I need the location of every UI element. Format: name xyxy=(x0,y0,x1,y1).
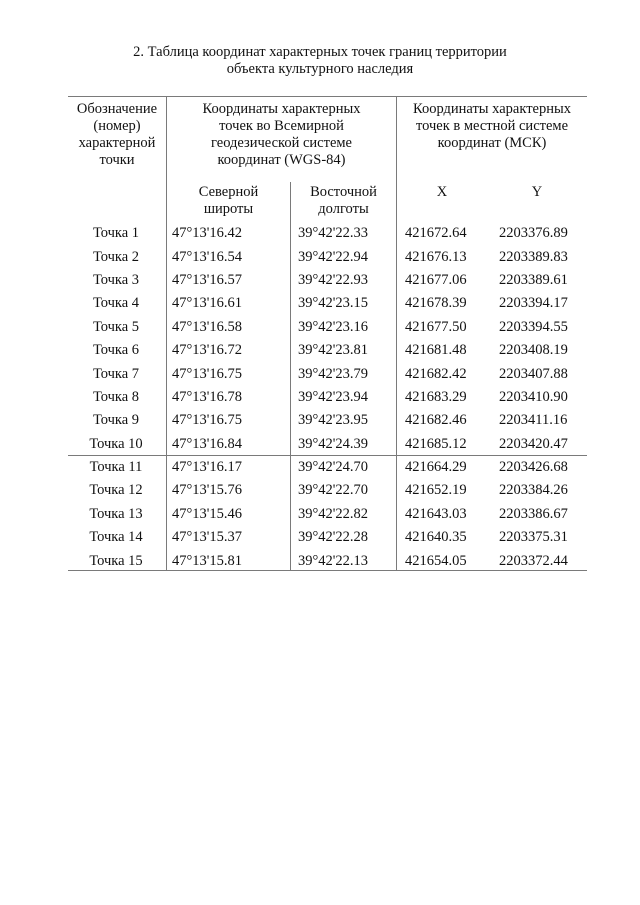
table-row xyxy=(68,245,595,268)
longitude-cell: 39°42'23.94 xyxy=(298,388,369,405)
table-row xyxy=(68,503,595,526)
longitude-cell: 39°42'22.13 xyxy=(298,552,369,569)
x-coordinate-cell: 421683.29 xyxy=(405,388,467,405)
title-line-2: объекта культурного наследия xyxy=(226,61,414,77)
x-coordinate-cell: 421643.03 xyxy=(405,505,467,522)
latitude-cell: 47°13'16.61 xyxy=(172,295,243,312)
latitude-cell: 47°13'16.72 xyxy=(172,342,243,359)
latitude-cell: 47°13'16.54 xyxy=(172,248,243,265)
point-name: Точка 8 xyxy=(92,388,140,405)
x-coordinate-cell: 421681.48 xyxy=(405,342,467,359)
y-coordinate-cell: 2203410.90 xyxy=(499,388,568,405)
latitude-cell: 47°13'16.57 xyxy=(172,271,243,288)
point-name: Точка 1 xyxy=(92,225,140,242)
header-point-designation: Обозначение (номер) характерной точки xyxy=(76,101,158,168)
table-row xyxy=(68,433,595,456)
longitude-cell: 39°42'23.95 xyxy=(298,412,369,429)
header-y: Y xyxy=(531,184,543,200)
point-name: Точка 11 xyxy=(89,459,143,476)
header-east-longitude: Восточной долготы xyxy=(310,184,377,217)
x-coordinate-cell: 421664.29 xyxy=(405,459,467,476)
point-name: Точка 7 xyxy=(92,365,140,382)
x-coordinate-cell: 421678.39 xyxy=(405,295,467,312)
latitude-cell: 47°13'16.58 xyxy=(172,318,243,335)
x-coordinate-cell: 421654.05 xyxy=(405,552,467,569)
table-row xyxy=(68,386,595,409)
x-coordinate-cell: 421640.35 xyxy=(405,529,467,546)
longitude-cell: 39°42'23.81 xyxy=(298,342,369,359)
latitude-cell: 47°13'16.17 xyxy=(172,459,243,476)
point-name: Точка 5 xyxy=(92,318,140,335)
longitude-cell: 39°42'22.28 xyxy=(298,529,369,546)
longitude-cell: 39°42'24.70 xyxy=(298,459,369,476)
table-top-rule xyxy=(68,96,587,97)
y-coordinate-cell: 2203386.67 xyxy=(499,505,568,522)
header-north-latitude: Северной широты xyxy=(198,184,259,217)
y-coordinate-cell: 2203420.47 xyxy=(499,435,568,452)
x-coordinate-cell: 421682.46 xyxy=(405,412,467,429)
header-wgs84: Координаты характерных точек во Всемирной геодезической системе координат (WGS-84) xyxy=(202,101,361,168)
coordinates-table xyxy=(68,222,595,573)
y-coordinate-cell: 2203408.19 xyxy=(499,342,568,359)
longitude-cell: 39°42'22.33 xyxy=(298,225,369,242)
y-coordinate-cell: 2203389.61 xyxy=(499,271,568,288)
latitude-cell: 47°13'15.37 xyxy=(172,529,243,546)
latitude-cell: 47°13'15.76 xyxy=(172,482,243,499)
y-coordinate-cell: 2203375.31 xyxy=(499,529,568,546)
x-coordinate-cell: 421652.19 xyxy=(405,482,467,499)
point-name: Точка 9 xyxy=(92,412,140,429)
table-row xyxy=(68,222,595,245)
longitude-cell: 39°42'24.39 xyxy=(298,435,369,452)
x-coordinate-cell: 421676.13 xyxy=(405,248,467,265)
x-coordinate-cell: 421685.12 xyxy=(405,435,467,452)
y-coordinate-cell: 2203389.83 xyxy=(499,248,568,265)
point-name: Точка 14 xyxy=(89,529,143,546)
point-name: Точка 2 xyxy=(92,248,140,265)
x-coordinate-cell: 421682.42 xyxy=(405,365,467,382)
y-coordinate-cell: 2203372.44 xyxy=(499,552,568,569)
point-name: Точка 3 xyxy=(92,271,140,288)
table-row xyxy=(68,292,595,315)
table-row xyxy=(68,479,595,502)
header-x: X xyxy=(436,184,448,200)
x-coordinate-cell: 421672.64 xyxy=(405,225,467,242)
point-name: Точка 10 xyxy=(89,435,143,452)
table-row xyxy=(68,526,595,549)
longitude-cell: 39°42'22.94 xyxy=(298,248,369,265)
table-row xyxy=(68,316,595,339)
header-msk: Координаты характерных точек в местной системе координат (МСК) xyxy=(413,101,571,151)
table-row xyxy=(68,409,595,432)
point-name: Точка 13 xyxy=(89,505,143,522)
point-name: Точка 6 xyxy=(92,342,140,359)
point-name: Точка 4 xyxy=(92,295,140,312)
x-coordinate-cell: 421677.50 xyxy=(405,318,467,335)
point-name: Точка 15 xyxy=(89,552,143,569)
longitude-cell: 39°42'22.82 xyxy=(298,505,369,522)
longitude-cell: 39°42'22.93 xyxy=(298,271,369,288)
latitude-cell: 47°13'15.81 xyxy=(172,552,243,569)
y-coordinate-cell: 2203376.89 xyxy=(499,225,568,242)
x-coordinate-cell: 421677.06 xyxy=(405,271,467,288)
longitude-cell: 39°42'22.70 xyxy=(298,482,369,499)
y-coordinate-cell: 2203394.55 xyxy=(499,318,568,335)
point-name: Точка 12 xyxy=(89,482,143,499)
latitude-cell: 47°13'16.42 xyxy=(172,225,243,242)
longitude-cell: 39°42'23.79 xyxy=(298,365,369,382)
latitude-cell: 47°13'16.78 xyxy=(172,388,243,405)
latitude-cell: 47°13'15.46 xyxy=(172,505,243,522)
y-coordinate-cell: 2203407.88 xyxy=(499,365,568,382)
table-row xyxy=(68,456,595,479)
y-coordinate-cell: 2203426.68 xyxy=(499,459,568,476)
table-row xyxy=(68,362,595,385)
longitude-cell: 39°42'23.15 xyxy=(298,295,369,312)
y-coordinate-cell: 2203394.17 xyxy=(499,295,568,312)
table-row xyxy=(68,339,595,362)
title-line-1: 2. Таблица координат характерных точек границ территории xyxy=(133,44,507,60)
document-title xyxy=(0,44,640,78)
y-coordinate-cell: 2203411.16 xyxy=(499,412,568,429)
latitude-cell: 47°13'16.84 xyxy=(172,435,243,452)
longitude-cell: 39°42'23.16 xyxy=(298,318,369,335)
table-row xyxy=(68,549,595,572)
y-coordinate-cell: 2203384.26 xyxy=(499,482,568,499)
latitude-cell: 47°13'16.75 xyxy=(172,365,243,382)
table-row xyxy=(68,269,595,292)
latitude-cell: 47°13'16.75 xyxy=(172,412,243,429)
